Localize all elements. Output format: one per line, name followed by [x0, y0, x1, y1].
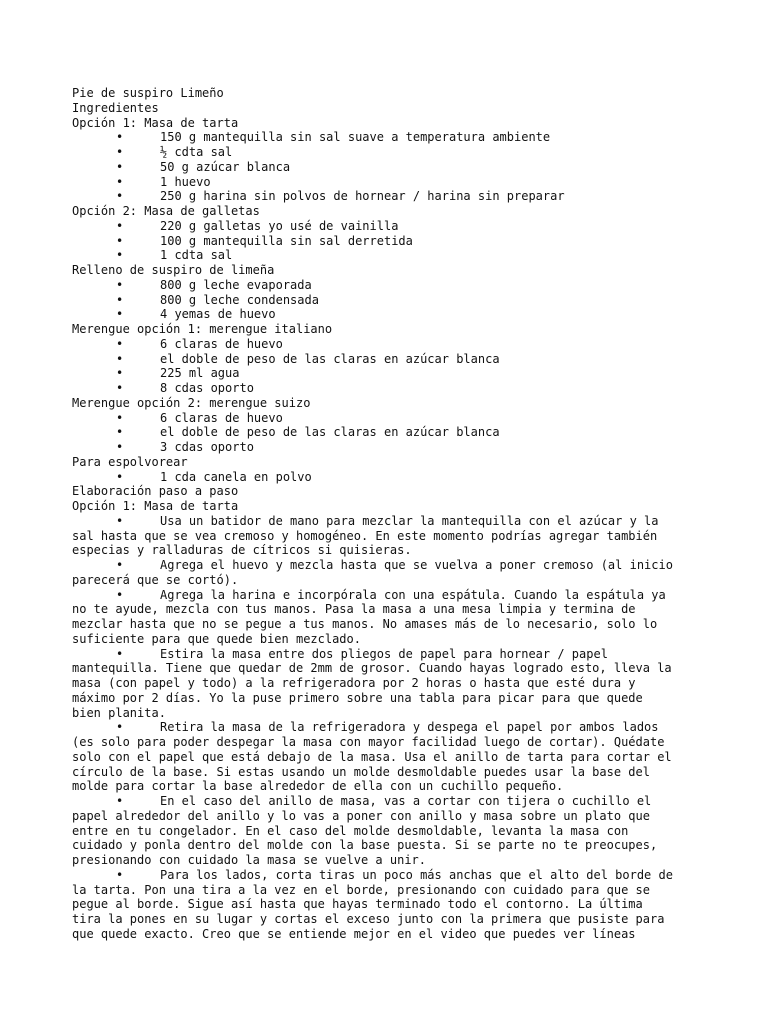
step-line: la tarta. Pon una tira a la vez en el borde, presionando con cuidado para que se [72, 882, 650, 897]
ingredient-item [72, 278, 700, 293]
step-first-line-text: Agrega la harina e incorpórala con una espátula. Cuando la espátula ya [160, 587, 666, 602]
bullet-icon: • [116, 336, 124, 351]
step-first-line [72, 794, 700, 809]
step-line: sal hasta que se vea cremoso y homogéneo. En este momento podrías agregar también [72, 528, 658, 543]
ingredient-item [72, 425, 700, 440]
ingredient-item-text: 1 cda canela en polvo [160, 469, 312, 484]
step-line: molde para cortar la base alrededor de ella con un cuchillo pequeño. [72, 779, 564, 794]
step-paragraph [72, 794, 700, 868]
bullet-icon: • [116, 248, 124, 263]
step-line: masa (con papel y todo) a la refrigeradora por 2 horas o hasta que esté dura y [72, 676, 636, 690]
ingredient-item [72, 411, 700, 426]
bullet-icon: • [116, 292, 124, 307]
ingredient-item-text: 6 claras de huevo [160, 410, 283, 425]
step-line: cuidado y ponla dentro del molde con la base puesta. Si se parte no te preocupes, [72, 838, 658, 853]
steps-list [72, 514, 700, 942]
ingredient-item [72, 352, 700, 367]
bullet-icon: • [116, 587, 124, 602]
bullet-icon: • [116, 351, 124, 366]
ingredient-item-text: 225 ml agua [160, 366, 240, 381]
bullet-icon: • [116, 145, 124, 159]
bullet-icon: • [116, 381, 124, 395]
ingredient-item [72, 175, 700, 190]
bullet-icon: • [116, 174, 124, 189]
bullet-icon: • [116, 794, 124, 808]
bullet-icon: • [116, 233, 124, 248]
ingredient-section-heading: Opción 1: Masa de tarta [72, 115, 239, 130]
ingredient-item-text: ½ cdta sal [160, 145, 233, 159]
step-line: (es solo para poder despegar la masa con mayor facilidad luego de cortar). Quédate [72, 735, 665, 749]
bullet-icon: • [116, 277, 124, 292]
bullet-icon: • [116, 646, 124, 661]
ingredient-item-text: 800 g leche evaporada [160, 277, 312, 292]
step-first-line [72, 558, 700, 573]
ingredient-item [72, 307, 700, 322]
step-line: mantequilla. Tiene que quedar de 2mm de grosor. Cuando hayas logrado esto, lleva la [72, 661, 672, 676]
bullet-icon: • [116, 159, 124, 174]
step-line: máximo por 2 días. Yo la puse primero sobre una tabla para picar para que quede [72, 690, 643, 705]
ingredient-item [72, 366, 700, 381]
step-first-line [72, 588, 700, 603]
step-first-line-text: Estira la masa entre dos pliegos de papel para hornear / papel [160, 646, 608, 661]
bullet-icon: • [116, 366, 124, 381]
step-line: especias y ralladuras de cítricos si quisieras. [72, 543, 412, 558]
step-line: pegue al borde. Sigue así hasta que hayas terminado todo el contorno. La última [72, 897, 643, 912]
ingredient-section-heading: Merengue opción 2: merengue suizo [72, 395, 311, 410]
ingredient-item-text: 250 g harina sin polvos de hornear / harina sin preparar [160, 189, 565, 204]
ingredient-item-text: 1 huevo [160, 174, 211, 189]
steps-section-heading: Opción 1: Masa de tarta [72, 499, 239, 513]
ingredient-item [72, 248, 700, 263]
ingredient-item [72, 381, 700, 396]
ingredient-item [72, 234, 700, 249]
step-line: mezclar hasta que no se pegue a tus manos. No amases más de lo necesario, solo lo [72, 617, 658, 631]
ingredient-item [72, 160, 700, 175]
ingredient-item [72, 470, 700, 485]
bullet-icon: • [116, 218, 124, 233]
step-first-line-text: Para los lados, corta tiras un poco más anchas que el alto del borde de [160, 867, 673, 882]
step-line: círculo de la base. Si estas usando un molde desmoldable puedes usar la base del [72, 764, 650, 779]
ingredient-section-heading: Merengue opción 1: merengue italiano [72, 322, 333, 336]
bullet-icon: • [116, 307, 124, 322]
ingredients-list [72, 116, 700, 485]
step-paragraph [72, 588, 700, 647]
ingredient-item-text: 220 g galletas yo usé de vainilla [160, 218, 399, 233]
ingredient-item [72, 440, 700, 455]
ingredient-item [72, 337, 700, 352]
bullet-icon: • [116, 189, 124, 204]
document-title: Pie de suspiro Limeño [72, 86, 224, 100]
bullet-icon: • [116, 558, 124, 572]
step-paragraph [72, 647, 700, 721]
bullet-icon: • [116, 867, 124, 882]
step-line: tira la pones en su lugar y cortas el exceso junto con la primera que pusiste para [72, 912, 665, 926]
ingredient-item-text: 6 claras de huevo [160, 336, 283, 351]
bullet-icon: • [116, 720, 124, 735]
step-paragraph [72, 558, 700, 588]
step-line: solo con el papel que está debajo de la masa. Usa el anillo de tarta para cortar el [72, 749, 672, 764]
step-line: que quede exacto. Creo que se entiende mejor en el video que puedes ver líneas [72, 926, 636, 941]
ingredient-item-text: 4 yemas de huevo [160, 307, 276, 322]
ingredient-item [72, 189, 700, 204]
ingredients-heading: Ingredientes [72, 100, 159, 115]
ingredient-item-text: 800 g leche condensada [160, 292, 319, 307]
step-first-line [72, 720, 700, 735]
ingredient-item-text: 8 cdas oporto [160, 381, 254, 395]
ingredient-item-text: 100 g mantequilla sin sal derretida [160, 233, 413, 248]
ingredient-item-text: 150 g mantequilla sin sal suave a temperatura ambiente [160, 130, 551, 145]
step-line: parecerá que se cortó). [72, 572, 239, 587]
step-first-line-text: En el caso del anillo de masa, vas a cortar con tijera o cuchillo el [160, 794, 652, 808]
steps-heading: Elaboración paso a paso [72, 484, 239, 499]
ingredient-item-text: 50 g azúcar blanca [160, 159, 291, 174]
step-paragraph [72, 514, 700, 558]
ingredient-item-text: el doble de peso de las claras en azúcar blanca [160, 425, 500, 440]
bullet-icon: • [116, 410, 124, 425]
step-first-line-text: Usa un batidor de mano para mezclar la mantequilla con el azúcar y la [160, 513, 659, 528]
ingredient-section-heading: Relleno de suspiro de limeña [72, 263, 275, 277]
ingredient-item-text: el doble de peso de las claras en azúcar blanca [160, 351, 500, 366]
step-first-line-text: Retira la masa de la refrigeradora y despega el papel por ambos lados [160, 720, 659, 735]
ingredient-section-heading: Opción 2: Masa de galletas [72, 204, 260, 218]
bullet-icon: • [116, 513, 124, 528]
ingredient-item-text: 3 cdas oporto [160, 440, 254, 454]
step-line: suficiente para que quede bien mezclado. [72, 631, 361, 646]
ingredient-item [72, 219, 700, 234]
step-first-line [72, 514, 700, 529]
ingredient-item [72, 293, 700, 308]
ingredient-section-heading: Para espolvorear [72, 454, 188, 469]
step-paragraph [72, 720, 700, 794]
step-line: papel alrededor del anillo y lo vas a poner con anillo y masa sobre un plato que [72, 808, 650, 823]
step-first-line-text: Agrega el huevo y mezcla hasta que se vuelva a poner cremoso (al inicio [160, 558, 673, 572]
step-line: presionando con cuidado la masa se vuelve a unir. [72, 853, 427, 867]
bullet-icon: • [116, 130, 124, 145]
bullet-icon: • [116, 440, 124, 454]
step-line: bien planita. [72, 705, 166, 720]
ingredient-item [72, 145, 700, 160]
ingredient-item [72, 130, 700, 145]
ingredient-item-text: 1 cdta sal [160, 248, 233, 263]
step-first-line [72, 868, 700, 883]
step-line: no te ayude, mezcla con tus manos. Pasa la masa a una mesa limpia y termina de [72, 602, 636, 617]
step-first-line [72, 647, 700, 662]
bullet-icon: • [116, 469, 124, 484]
document-body [72, 86, 700, 942]
step-paragraph [72, 868, 700, 942]
step-line: entre en tu congelador. En el caso del molde desmoldable, levanta la masa con [72, 823, 629, 838]
bullet-icon: • [116, 425, 124, 440]
